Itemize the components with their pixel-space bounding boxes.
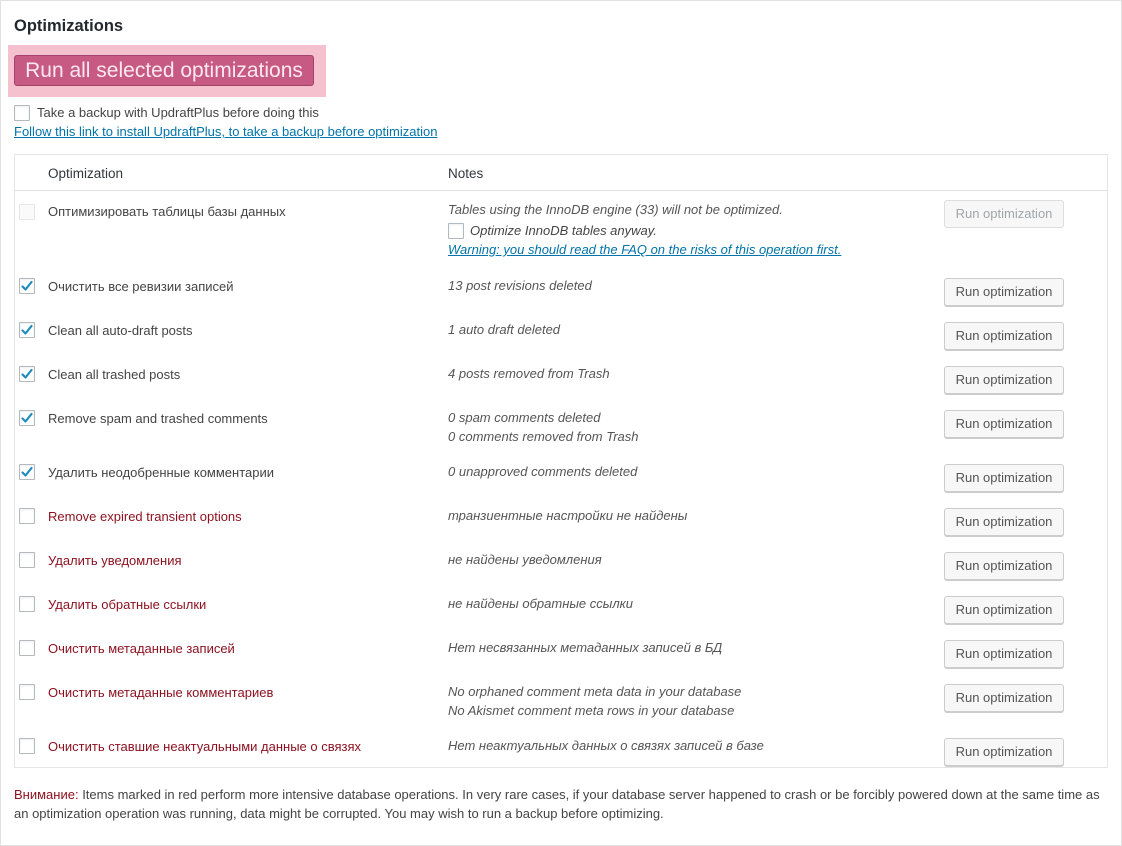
optimization-label: Очистить все ревизии записей [48, 279, 234, 294]
checkmark-icon [20, 367, 34, 381]
row-checkbox[interactable] [19, 684, 35, 700]
checkmark-icon [20, 465, 34, 479]
run-optimization-button[interactable]: Run optimization [944, 278, 1064, 306]
optimization-note: 0 spam comments deleted [448, 410, 601, 425]
row-checkbox[interactable] [19, 366, 35, 382]
optimization-note: транзиентные настройки не найдены [448, 508, 688, 523]
run-optimization-button[interactable]: Run optimization [944, 596, 1064, 624]
optimization-label: Очистить метаданные записей [48, 641, 235, 656]
checkmark-icon [20, 323, 34, 337]
run-optimization-button[interactable]: Run optimization [944, 322, 1064, 350]
row-checkbox[interactable] [19, 596, 35, 612]
install-updraftplus-link[interactable]: Follow this link to install UpdraftPlus, to take a backup before optimization [14, 124, 438, 139]
optimization-note: не найдены уведомления [448, 552, 602, 567]
run-all-optimizations-button[interactable]: Run all selected optimizations [14, 55, 314, 86]
run-optimization-button[interactable]: Run optimization [944, 464, 1064, 492]
optimization-note: 0 comments removed from Trash [448, 429, 639, 444]
optimization-note: 4 posts removed from Trash [448, 366, 610, 381]
run-optimization-button[interactable]: Run optimization [944, 366, 1064, 394]
checkmark-icon [20, 279, 34, 293]
faq-warning-link[interactable]: Warning: you should read the FAQ on the risks of this operation first. [448, 242, 842, 257]
header-divider [15, 190, 1107, 191]
optimization-note: 0 unapproved comments deleted [448, 464, 638, 479]
intensive-operations-warning [14, 785, 1114, 823]
row-checkbox[interactable] [19, 410, 35, 426]
run-optimization-button[interactable]: Run optimization [944, 684, 1064, 712]
row-checkbox[interactable] [19, 322, 35, 338]
run-optimization-button[interactable]: Run optimization [944, 552, 1064, 580]
optimization-note: не найдены обратные ссылки [448, 596, 634, 611]
row-checkbox[interactable] [19, 508, 35, 524]
row-checkbox[interactable] [19, 552, 35, 568]
warning-text: Items marked in red perform more intensive database operations. In very rare cases, if your database server happened to crash or be forcibly powered down at the same time as an optimization operation was running, data might be corrupted. You may wish to run a backup before optimizing. [14, 787, 1100, 821]
run-optimization-button[interactable]: Run optimization [944, 640, 1064, 668]
optimization-note: Tables using the InnoDB engine (33) will not be optimized. [448, 202, 783, 217]
optimize-innodb-checkbox[interactable] [448, 223, 464, 239]
optimization-label: Remove expired transient options [48, 509, 242, 524]
optimization-label: Удалить уведомления [48, 553, 182, 568]
faq-warning-note [448, 240, 841, 259]
optimization-note: 1 auto draft deleted [448, 322, 561, 337]
optimization-label: Удалить обратные ссылки [48, 597, 207, 612]
run-all-highlight [8, 45, 326, 97]
optimization-label: Оптимизировать таблицы базы данных [48, 204, 286, 219]
optimization-label: Очистить метаданные комментариев [48, 685, 274, 700]
optimization-note: Нет несвязанных метаданных записей в БД [448, 640, 723, 655]
optimization-note: 13 post revisions deleted [448, 278, 592, 293]
optimization-note: No Akismet comment meta rows in your database [448, 703, 735, 718]
row-checkbox[interactable] [19, 464, 35, 480]
row-checkbox[interactable] [19, 640, 35, 656]
row-checkbox[interactable] [19, 278, 35, 294]
run-optimization-button[interactable]: Run optimization [944, 410, 1064, 438]
optimization-note: Нет неактуальных данных о связях записей в базе [448, 738, 764, 753]
row-checkbox[interactable] [19, 738, 35, 754]
checkmark-icon [20, 411, 34, 425]
optimization-label: Очистить ставшие неактуальными данные о связях [48, 739, 362, 754]
warning-prefix: Внимание: [14, 787, 79, 802]
column-header-notes: Notes [448, 166, 484, 181]
column-header-optimization: Optimization [48, 166, 124, 181]
optimize-innodb-label: Optimize InnoDB tables anyway. [470, 223, 657, 238]
optimization-label: Remove spam and trashed comments [48, 411, 268, 426]
row-checkbox [19, 204, 35, 220]
run-optimization-button[interactable]: Run optimization [944, 738, 1064, 766]
optimization-note: No orphaned comment meta data in your database [448, 684, 742, 699]
optimization-label: Clean all trashed posts [48, 367, 181, 382]
section-title: Optimizations [14, 17, 124, 35]
run-optimization-button: Run optimization [944, 200, 1064, 228]
optimization-label: Clean all auto-draft posts [48, 323, 193, 338]
optimization-label: Удалить неодобренные комментарии [48, 465, 275, 480]
optimizations-table [14, 154, 1108, 768]
backup-checkbox[interactable] [14, 105, 30, 121]
backup-checkbox-label: Take a backup with UpdraftPlus before doing this [37, 105, 319, 120]
run-optimization-button[interactable]: Run optimization [944, 508, 1064, 536]
